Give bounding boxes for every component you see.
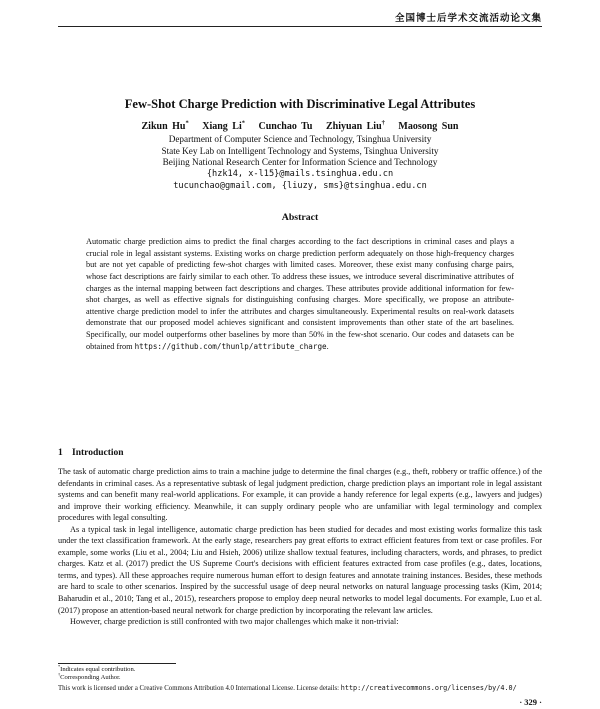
footnote-mark: * — [58, 663, 61, 669]
affiliation: State Key Lab on Intelligent Technology and Systems, Tsinghua University — [161, 145, 439, 156]
footnote-text: Indicates equal contribution. — [60, 666, 136, 673]
license-text: This work is licensed under a Creative Commons Attribution 4.0 International License. License details: — [58, 685, 340, 692]
affiliation: Department of Computer Science and Technology, Tsinghua University — [168, 134, 432, 144]
intro-paragraph: As a typical task in legal intelligence, automatic charge prediction has been studied for decades and most existing works formalize this task under the text classification framework. At the early stage, researchers pay great efforts to extract efficient features from text or case profiles. For example, some works (Liu et al., 2004; Liu and Hsieh, 2006) utilize shallow textual features, including characters, words, and phrases, to predict charges. Katz et al. (2017) predict the US Supreme Court's decisions with efficient features extracted from case profiles (e.g., dates, locations, terms, and types). All these approaches require numerous human effort to design features and annotate training instances. Besides, these methods are hard to scale to other scenarios. Inspired by the successful usage of deep neural networks on natural language processing tasks (Kim, 2014; Baharudin et al., 2010; Tang et al., 2015), researchers propose to employ deep neural networks to model legal documents. For example, Luo et al. (2017) propose an attention-based neural network for charge prediction by incorporating the relevant law articles. — [58, 524, 542, 615]
license-note — [58, 684, 542, 693]
footnote-rule — [58, 663, 176, 664]
paper-title: Few-Shot Charge Prediction with Discriminative Legal Attributes — [124, 97, 476, 111]
section-heading — [58, 448, 124, 458]
author-mark: * — [241, 119, 246, 127]
author-name: Cunchao Tu — [258, 121, 313, 132]
header-rule — [58, 26, 542, 27]
author-mark: † — [381, 119, 385, 127]
footnote — [58, 663, 136, 673]
author-name: Zhiyuan Liu — [326, 121, 382, 132]
author-mark: * — [185, 119, 189, 127]
author-email: tucunchao@gmail.com, {liuzy, sms}@tsinghua.edu.cn — [173, 181, 427, 191]
footnote-mark: † — [58, 671, 61, 677]
introduction-body — [58, 466, 542, 628]
author-email: {hzk14, x-l15}@mails.tsinghua.edu.cn — [206, 169, 394, 179]
author-name: Xiang Li — [202, 121, 242, 132]
code-link[interactable]: https://github.com/thunlp/attribute_charge — [134, 341, 327, 351]
author-name: Zikun Hu — [141, 121, 186, 132]
license-link[interactable]: http://creativecommons.org/licenses/by/4.0/ — [340, 684, 517, 692]
intro-paragraph: The task of automatic charge prediction aims to train a machine judge to determine the final charges (e.g., theft, robbery or traffic offence.) of the defendants in criminal cases. As a representative subtask of legal judgment prediction, charge prediction plays an important role in legal assistant systems and can benefit many real-world applications. For example, it can provide a handy reference for legal experts (e.g., lawyers and judges) and improve their working efficiency. Meanwhile, it can supply ordinary people who are unfamiliar with legal terminology and complex procedures with legal consulting. — [58, 467, 542, 523]
running-header: 全国博士后学术交流活动论文集 — [394, 14, 542, 24]
author-name: Maosong Sun — [398, 121, 459, 132]
abstract-heading: Abstract — [281, 212, 319, 223]
footnote-text: Corresponding Author. — [60, 674, 121, 681]
intro-paragraph: However, charge prediction is still confronted with two major challenges which make it non-trivial: — [70, 617, 399, 627]
page-number: · 329 · — [519, 697, 542, 707]
section-title: Introduction — [72, 448, 124, 458]
section-number: 1 — [58, 448, 63, 458]
abstract-text: Automatic charge prediction aims to predict the final charges according to the fact descriptions in criminal cases and plays a crucial role in legal assistant systems. Existing works on charge prediction perform adequately on those high-frequency charges but are not yet capable of predicting few-shot charges with limited cases. Moreover, these exist many confusing charge pairs, whose fact descriptions are fairly similar to each other. To address these issues, we introduce several discriminative attributes of charges as the internal mapping between fact descriptions and charges. These attributes provide additional information for few-shot charges, as well as effective signals for distinguishing confusing charges. More specifically, we propose an attribute-attentive charge prediction model to infer the attributes and charges simultaneously. Experimental results on real-work datasets demonstrate that our proposed model achieves significant and consistent improvements than other state of the art baselines. Specifically, our model outperforms other baselines by more than 50% in the few-shot scenario. Our codes and datasets can be obtained from https://github.com/thunlp/attribute_charge. — [86, 237, 514, 351]
footnote — [58, 671, 121, 681]
affiliation: Beijing National Research Center for Information Science and Technology — [162, 157, 438, 168]
author-list — [0, 121, 600, 132]
abstract-body-text: Automatic charge prediction aims to predict the final charges according to the fact descriptions in criminal cases and plays a crucial role in legal assistant systems. Existing works on charge prediction perform adequately on those high-frequency charges but are not yet capable of predicting few-shot charges with limited cases. Moreover, these exist many confusing charge pairs, whose fact descriptions are fairly similar to each other. To address these issues, we introduce several discriminative attributes of charges as the internal mapping between fact descriptions and charges. These attributes provide additional information for few-shot charges, as well as effective signals for distinguishing confusing charges. More specifically, we propose an attribute-attentive charge prediction model to infer the attributes and charges simultaneously. Experimental results on real-work datasets demonstrate that our proposed model achieves significant and consistent improvements than other state of the art baselines. Specifically, our model outperforms other baselines by more than 50% in the few-shot scenario. Our codes and datasets can be obtained from — [86, 237, 514, 351]
